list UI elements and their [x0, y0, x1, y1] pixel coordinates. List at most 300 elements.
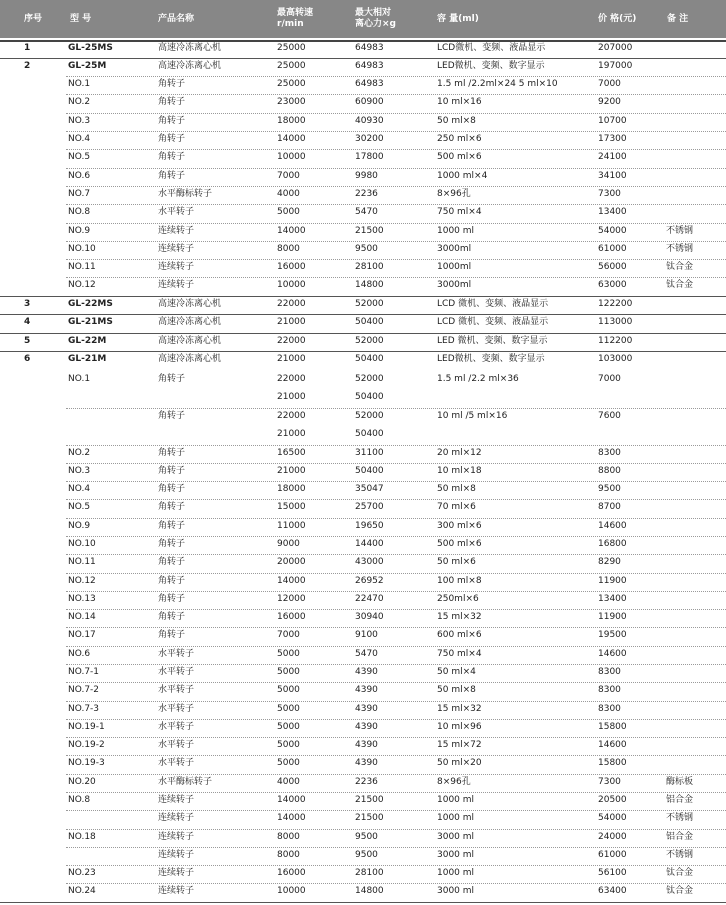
row-divider: [66, 445, 726, 446]
cell-capacity: 1000 ml: [437, 813, 475, 823]
cell-note: 钛合金: [666, 886, 694, 896]
cell-model: NO.6: [68, 649, 91, 659]
cell-capacity: 10 ml×18: [437, 466, 482, 476]
cell-price: 63400: [598, 886, 627, 896]
cell-speed: 10000: [277, 152, 306, 162]
cell-name: 角转子: [158, 557, 186, 567]
cell-capacity: 250ml×6: [437, 594, 479, 604]
cell-no: 2: [24, 61, 31, 71]
cell-capacity: 50 ml×6: [437, 557, 476, 567]
cell-speed: 4000: [277, 777, 300, 787]
cell-name: 连续转子: [158, 226, 195, 236]
cell-no: 5: [24, 336, 31, 346]
row-divider: [66, 463, 726, 464]
cell-rcf: 26952: [355, 576, 384, 586]
cell-price: 13400: [598, 207, 627, 217]
cell-model: NO.7: [68, 189, 91, 199]
cell-rcf: 64983: [355, 79, 384, 89]
row-divider: [0, 314, 726, 315]
row-divider: [66, 94, 726, 95]
cell-capacity: 10 ml×16: [437, 97, 482, 107]
cell-speed: 7000: [277, 171, 300, 181]
cell-rcf: 4390: [355, 704, 378, 714]
row-divider: [66, 719, 726, 720]
cell-speed: 18000: [277, 116, 306, 126]
cell-name: 角转子: [158, 630, 186, 640]
cell-speed: 21000: [277, 466, 306, 476]
cell-price: 14600: [598, 521, 627, 531]
cell-capacity: 250 ml×6: [437, 134, 482, 144]
cell-model: NO.4: [68, 134, 91, 144]
cell-price: 19500: [598, 630, 627, 640]
row-divider: [66, 113, 726, 114]
cell-model: NO.2: [68, 97, 91, 107]
row-divider: [66, 536, 726, 537]
cell-speed: 21000: [277, 392, 306, 402]
cell-rcf: 52000: [355, 336, 384, 346]
cell-model: NO.4: [68, 484, 91, 494]
cell-note: 钛合金: [666, 262, 694, 272]
cell-model: NO.13: [68, 594, 96, 604]
cell-speed: 20000: [277, 557, 306, 567]
cell-name: 水平转子: [158, 685, 195, 695]
cell-name: 水平转子: [158, 740, 195, 750]
cell-capacity: LED 微机、变频、数字显示: [437, 336, 548, 346]
cell-speed: 21000: [277, 317, 306, 327]
cell-rcf: 60900: [355, 97, 384, 107]
header-no: 序号: [24, 14, 43, 24]
cell-rcf: 21500: [355, 795, 384, 805]
cell-rcf: 14400: [355, 539, 384, 549]
cell-price: 14600: [598, 649, 627, 659]
cell-price: 20500: [598, 795, 627, 805]
cell-model: NO.10: [68, 244, 96, 254]
cell-name: 角转子: [158, 116, 186, 126]
cell-capacity: 500 ml×6: [437, 539, 482, 549]
cell-price: 197000: [598, 61, 633, 71]
cell-note: 酶标板: [666, 777, 694, 787]
cell-price: 8290: [598, 557, 621, 567]
cell-note: 钛合金: [666, 280, 694, 290]
cell-speed: 15000: [277, 502, 306, 512]
cell-capacity: 15 ml×72: [437, 740, 482, 750]
row-divider: [66, 277, 726, 278]
cell-speed: 14000: [277, 813, 306, 823]
cell-rcf: 2236: [355, 189, 378, 199]
cell-capacity: 50 ml×8: [437, 116, 476, 126]
row-divider: [66, 755, 726, 756]
cell-speed: 21000: [277, 429, 306, 439]
header-model: 型 号: [70, 14, 92, 24]
cell-speed: 5000: [277, 722, 300, 732]
cell-name: 高速冷冻离心机: [158, 317, 222, 327]
cell-capacity: 3000ml: [437, 244, 472, 254]
row-divider: [66, 259, 726, 260]
cell-price: 54000: [598, 813, 627, 823]
cell-price: 15800: [598, 758, 627, 768]
cell-price: 7300: [598, 189, 621, 199]
cell-speed: 16000: [277, 612, 306, 622]
row-divider: [66, 554, 726, 555]
cell-price: 7600: [598, 411, 621, 421]
cell-model: NO.7-3: [68, 704, 100, 714]
cell-speed: 10000: [277, 280, 306, 290]
cell-name: 角转子: [158, 521, 186, 531]
cell-note: 不锈钢: [666, 850, 694, 860]
header-price: 价 格(元): [598, 14, 637, 24]
cell-rcf: 9500: [355, 832, 378, 842]
cell-capacity: 3000 ml: [437, 850, 475, 860]
cell-note: 钛合金: [666, 868, 694, 878]
cell-name: 水平转子: [158, 667, 195, 677]
header-note: 备 注: [667, 14, 689, 24]
cell-model: NO.17: [68, 630, 96, 640]
cell-rcf: 43000: [355, 557, 384, 567]
cell-speed: 14000: [277, 576, 306, 586]
cell-model: GL-25M: [68, 61, 107, 71]
row-divider: [66, 829, 726, 830]
cell-rcf: 2236: [355, 777, 378, 787]
cell-name: 水平酶标转子: [158, 189, 213, 199]
cell-rcf: 50400: [355, 429, 384, 439]
cell-capacity: LCD 微机、变频、液晶显示: [437, 317, 549, 327]
cell-capacity: 70 ml×6: [437, 502, 476, 512]
cell-name: 角转子: [158, 411, 186, 421]
cell-speed: 22000: [277, 299, 306, 309]
cell-name: 水平酶标转子: [158, 777, 213, 787]
cell-speed: 11000: [277, 521, 306, 531]
cell-model: NO.1: [68, 79, 91, 89]
cell-name: 角转子: [158, 539, 186, 549]
cell-capacity: 50 ml×4: [437, 667, 476, 677]
cell-price: 8300: [598, 685, 621, 695]
cell-rcf: 30940: [355, 612, 384, 622]
cell-rcf: 28100: [355, 262, 384, 272]
cell-speed: 7000: [277, 630, 300, 640]
cell-model: NO.23: [68, 868, 96, 878]
cell-speed: 14000: [277, 226, 306, 236]
cell-speed: 21000: [277, 354, 306, 364]
cell-name: 连续转子: [158, 813, 195, 823]
cell-rcf: 4390: [355, 758, 378, 768]
cell-price: 34100: [598, 171, 627, 181]
cell-rcf: 50400: [355, 354, 384, 364]
cell-name: 连续转子: [158, 244, 195, 254]
cell-model: NO.20: [68, 777, 96, 787]
cell-model: GL-21MS: [68, 317, 113, 327]
cell-capacity: 1000ml: [437, 262, 472, 272]
cell-rcf: 50400: [355, 466, 384, 476]
cell-capacity: 1000 ml: [437, 795, 475, 805]
cell-rcf: 4390: [355, 740, 378, 750]
cell-rcf: 50400: [355, 317, 384, 327]
cell-capacity: 300 ml×6: [437, 521, 482, 531]
cell-name: 水平转子: [158, 207, 195, 217]
cell-capacity: 50 ml×20: [437, 758, 482, 768]
cell-price: 11900: [598, 612, 627, 622]
cell-price: 9200: [598, 97, 621, 107]
cell-name: 连续转子: [158, 868, 195, 878]
cell-model: GL-25MS: [68, 43, 113, 53]
cell-name: 角转子: [158, 502, 186, 512]
cell-price: 122200: [598, 299, 633, 309]
cell-no: 6: [24, 354, 31, 364]
row-divider: [66, 223, 726, 224]
cell-price: 56100: [598, 868, 627, 878]
cell-speed: 22000: [277, 411, 306, 421]
cell-name: 角转子: [158, 576, 186, 586]
cell-speed: 10000: [277, 886, 306, 896]
row-divider: [66, 186, 726, 187]
cell-price: 13400: [598, 594, 627, 604]
cell-price: 61000: [598, 244, 627, 254]
cell-price: 24000: [598, 832, 627, 842]
cell-name: 连续转子: [158, 832, 195, 842]
row-divider: [66, 792, 726, 793]
cell-speed: 5000: [277, 740, 300, 750]
header-name: 产品名称: [158, 14, 195, 24]
row-divider: [66, 627, 726, 628]
cell-name: 水平转子: [158, 758, 195, 768]
cell-model: NO.24: [68, 886, 96, 896]
cell-model: NO.12: [68, 576, 96, 586]
cell-model: NO.10: [68, 539, 96, 549]
cell-model: NO.19-3: [68, 758, 105, 768]
header-capacity: 容 量(ml): [437, 14, 479, 24]
row-divider: [66, 204, 726, 205]
cell-speed: 14000: [277, 134, 306, 144]
cell-speed: 22000: [277, 336, 306, 346]
cell-name: 连续转子: [158, 280, 195, 290]
cell-rcf: 64983: [355, 61, 384, 71]
row-divider: [0, 902, 726, 903]
cell-name: 水平转子: [158, 649, 195, 659]
cell-price: 8300: [598, 704, 621, 714]
row-divider: [0, 333, 726, 334]
row-divider: [66, 865, 726, 866]
cell-price: 15800: [598, 722, 627, 732]
cell-capacity: 10 ml /5 ml×16: [437, 411, 508, 421]
cell-model: NO.5: [68, 152, 91, 162]
cell-speed: 5000: [277, 758, 300, 768]
cell-capacity: 750 ml×4: [437, 207, 482, 217]
cell-price: 7300: [598, 777, 621, 787]
cell-name: 高速冷冻离心机: [158, 299, 222, 309]
cell-rcf: 5470: [355, 649, 378, 659]
cell-price: 17300: [598, 134, 627, 144]
cell-capacity: 600 ml×6: [437, 630, 482, 640]
cell-rcf: 5470: [355, 207, 378, 217]
header-speed: 最高转速 r/min: [277, 8, 314, 29]
cell-model: NO.19-2: [68, 740, 105, 750]
cell-rcf: 52000: [355, 374, 384, 384]
cell-model: NO.7-2: [68, 685, 100, 695]
cell-model: NO.2: [68, 448, 91, 458]
cell-note: 铝合金: [666, 832, 694, 842]
cell-note: 不锈钢: [666, 813, 694, 823]
row-divider: [66, 774, 726, 775]
cell-name: 角转子: [158, 484, 186, 494]
cell-price: 10700: [598, 116, 627, 126]
cell-price: 11900: [598, 576, 627, 586]
cell-model: NO.5: [68, 502, 91, 512]
cell-model: NO.3: [68, 466, 91, 476]
cell-price: 7000: [598, 79, 621, 89]
cell-rcf: 30200: [355, 134, 384, 144]
cell-rcf: 35047: [355, 484, 384, 494]
cell-rcf: 22470: [355, 594, 384, 604]
cell-speed: 5000: [277, 649, 300, 659]
cell-price: 207000: [598, 43, 633, 53]
cell-no: 4: [24, 317, 31, 327]
cell-price: 112200: [598, 336, 633, 346]
row-divider: [0, 40, 726, 42]
row-divider: [66, 131, 726, 132]
cell-name: 角转子: [158, 171, 186, 181]
cell-rcf: 9500: [355, 244, 378, 254]
cell-rcf: 4390: [355, 685, 378, 695]
cell-price: 63000: [598, 280, 627, 290]
cell-name: 连续转子: [158, 795, 195, 805]
row-divider: [66, 168, 726, 169]
cell-capacity: 1000 ml: [437, 226, 475, 236]
cell-name: 角转子: [158, 97, 186, 107]
cell-model: GL-22MS: [68, 299, 113, 309]
row-divider: [66, 682, 726, 683]
cell-speed: 12000: [277, 594, 306, 604]
cell-model: NO.12: [68, 280, 96, 290]
cell-rcf: 4390: [355, 722, 378, 732]
cell-rcf: 9100: [355, 630, 378, 640]
cell-rcf: 28100: [355, 868, 384, 878]
cell-rcf: 17800: [355, 152, 384, 162]
cell-name: 角转子: [158, 448, 186, 458]
row-divider: [66, 241, 726, 242]
cell-speed: 8000: [277, 244, 300, 254]
cell-rcf: 64983: [355, 43, 384, 53]
cell-name: 高速冷冻离心机: [158, 61, 222, 71]
cell-name: 水平转子: [158, 722, 195, 732]
cell-model: GL-22M: [68, 336, 107, 346]
cell-model: NO.18: [68, 832, 96, 842]
row-divider: [66, 701, 726, 702]
cell-speed: 8000: [277, 832, 300, 842]
cell-speed: 8000: [277, 850, 300, 860]
cell-capacity: 8×96孔: [437, 189, 471, 199]
cell-rcf: 40930: [355, 116, 384, 126]
cell-capacity: 100 ml×8: [437, 576, 482, 586]
cell-price: 8700: [598, 502, 621, 512]
cell-rcf: 31100: [355, 448, 384, 458]
cell-capacity: 500 ml×6: [437, 152, 482, 162]
cell-price: 24100: [598, 152, 627, 162]
cell-model: NO.11: [68, 557, 96, 567]
cell-capacity: 1.5 ml /2.2ml×24 5 ml×10: [437, 79, 558, 89]
cell-model: NO.19-1: [68, 722, 105, 732]
cell-speed: 16000: [277, 262, 306, 272]
cell-rcf: 50400: [355, 392, 384, 402]
cell-rcf: 21500: [355, 226, 384, 236]
cell-name: 高速冷冻离心机: [158, 43, 222, 53]
cell-name: 高速冷冻离心机: [158, 354, 222, 364]
cell-name: 水平转子: [158, 704, 195, 714]
cell-speed: 9000: [277, 539, 300, 549]
cell-price: 16800: [598, 539, 627, 549]
cell-capacity: 3000ml: [437, 280, 472, 290]
cell-speed: 25000: [277, 61, 306, 71]
cell-no: 3: [24, 299, 31, 309]
cell-price: 8800: [598, 466, 621, 476]
row-divider: [0, 296, 726, 297]
cell-capacity: 50 ml×8: [437, 484, 476, 494]
cell-note: 铝合金: [666, 795, 694, 805]
cell-speed: 5000: [277, 667, 300, 677]
cell-price: 103000: [598, 354, 633, 364]
cell-speed: 4000: [277, 189, 300, 199]
cell-name: 连续转子: [158, 262, 195, 272]
cell-model: NO.1: [68, 374, 91, 384]
row-divider: [66, 408, 726, 409]
cell-speed: 25000: [277, 79, 306, 89]
cell-rcf: 4390: [355, 667, 378, 677]
cell-rcf: 21500: [355, 813, 384, 823]
cell-model: NO.14: [68, 612, 96, 622]
cell-capacity: 3000 ml: [437, 832, 475, 842]
cell-model: NO.6: [68, 171, 91, 181]
row-divider: [66, 149, 726, 150]
cell-model: NO.8: [68, 207, 91, 217]
cell-capacity: 1000 ml: [437, 868, 475, 878]
cell-model: NO.11: [68, 262, 96, 272]
row-divider: [66, 847, 726, 848]
cell-capacity: 3000 ml: [437, 886, 475, 896]
cell-note: 不锈钢: [666, 226, 694, 236]
cell-speed: 5000: [277, 685, 300, 695]
row-divider: [66, 883, 726, 884]
cell-name: 角转子: [158, 152, 186, 162]
cell-rcf: 19650: [355, 521, 384, 531]
cell-capacity: 15 ml×32: [437, 612, 482, 622]
cell-price: 8300: [598, 667, 621, 677]
cell-model: NO.9: [68, 226, 91, 236]
cell-capacity: 750 ml×4: [437, 649, 482, 659]
cell-speed: 16500: [277, 448, 306, 458]
cell-speed: 16000: [277, 868, 306, 878]
cell-name: 角转子: [158, 612, 186, 622]
cell-note: 不锈钢: [666, 244, 694, 254]
cell-capacity: 20 ml×12: [437, 448, 482, 458]
cell-name: 角转子: [158, 466, 186, 476]
cell-price: 54000: [598, 226, 627, 236]
cell-capacity: 50 ml×8: [437, 685, 476, 695]
cell-price: 8300: [598, 448, 621, 458]
row-divider: [0, 58, 726, 59]
row-divider: [66, 737, 726, 738]
cell-capacity: LED微机、变频、数字显示: [437, 354, 545, 364]
cell-model: NO.9: [68, 521, 91, 531]
cell-rcf: 14800: [355, 886, 384, 896]
cell-model: NO.3: [68, 116, 91, 126]
cell-price: 113000: [598, 317, 633, 327]
cell-speed: 18000: [277, 484, 306, 494]
row-divider: [66, 664, 726, 665]
cell-rcf: 25700: [355, 502, 384, 512]
cell-rcf: 52000: [355, 411, 384, 421]
cell-model: NO.8: [68, 795, 91, 805]
cell-name: 连续转子: [158, 850, 195, 860]
row-divider: [66, 609, 726, 610]
cell-rcf: 9500: [355, 850, 378, 860]
